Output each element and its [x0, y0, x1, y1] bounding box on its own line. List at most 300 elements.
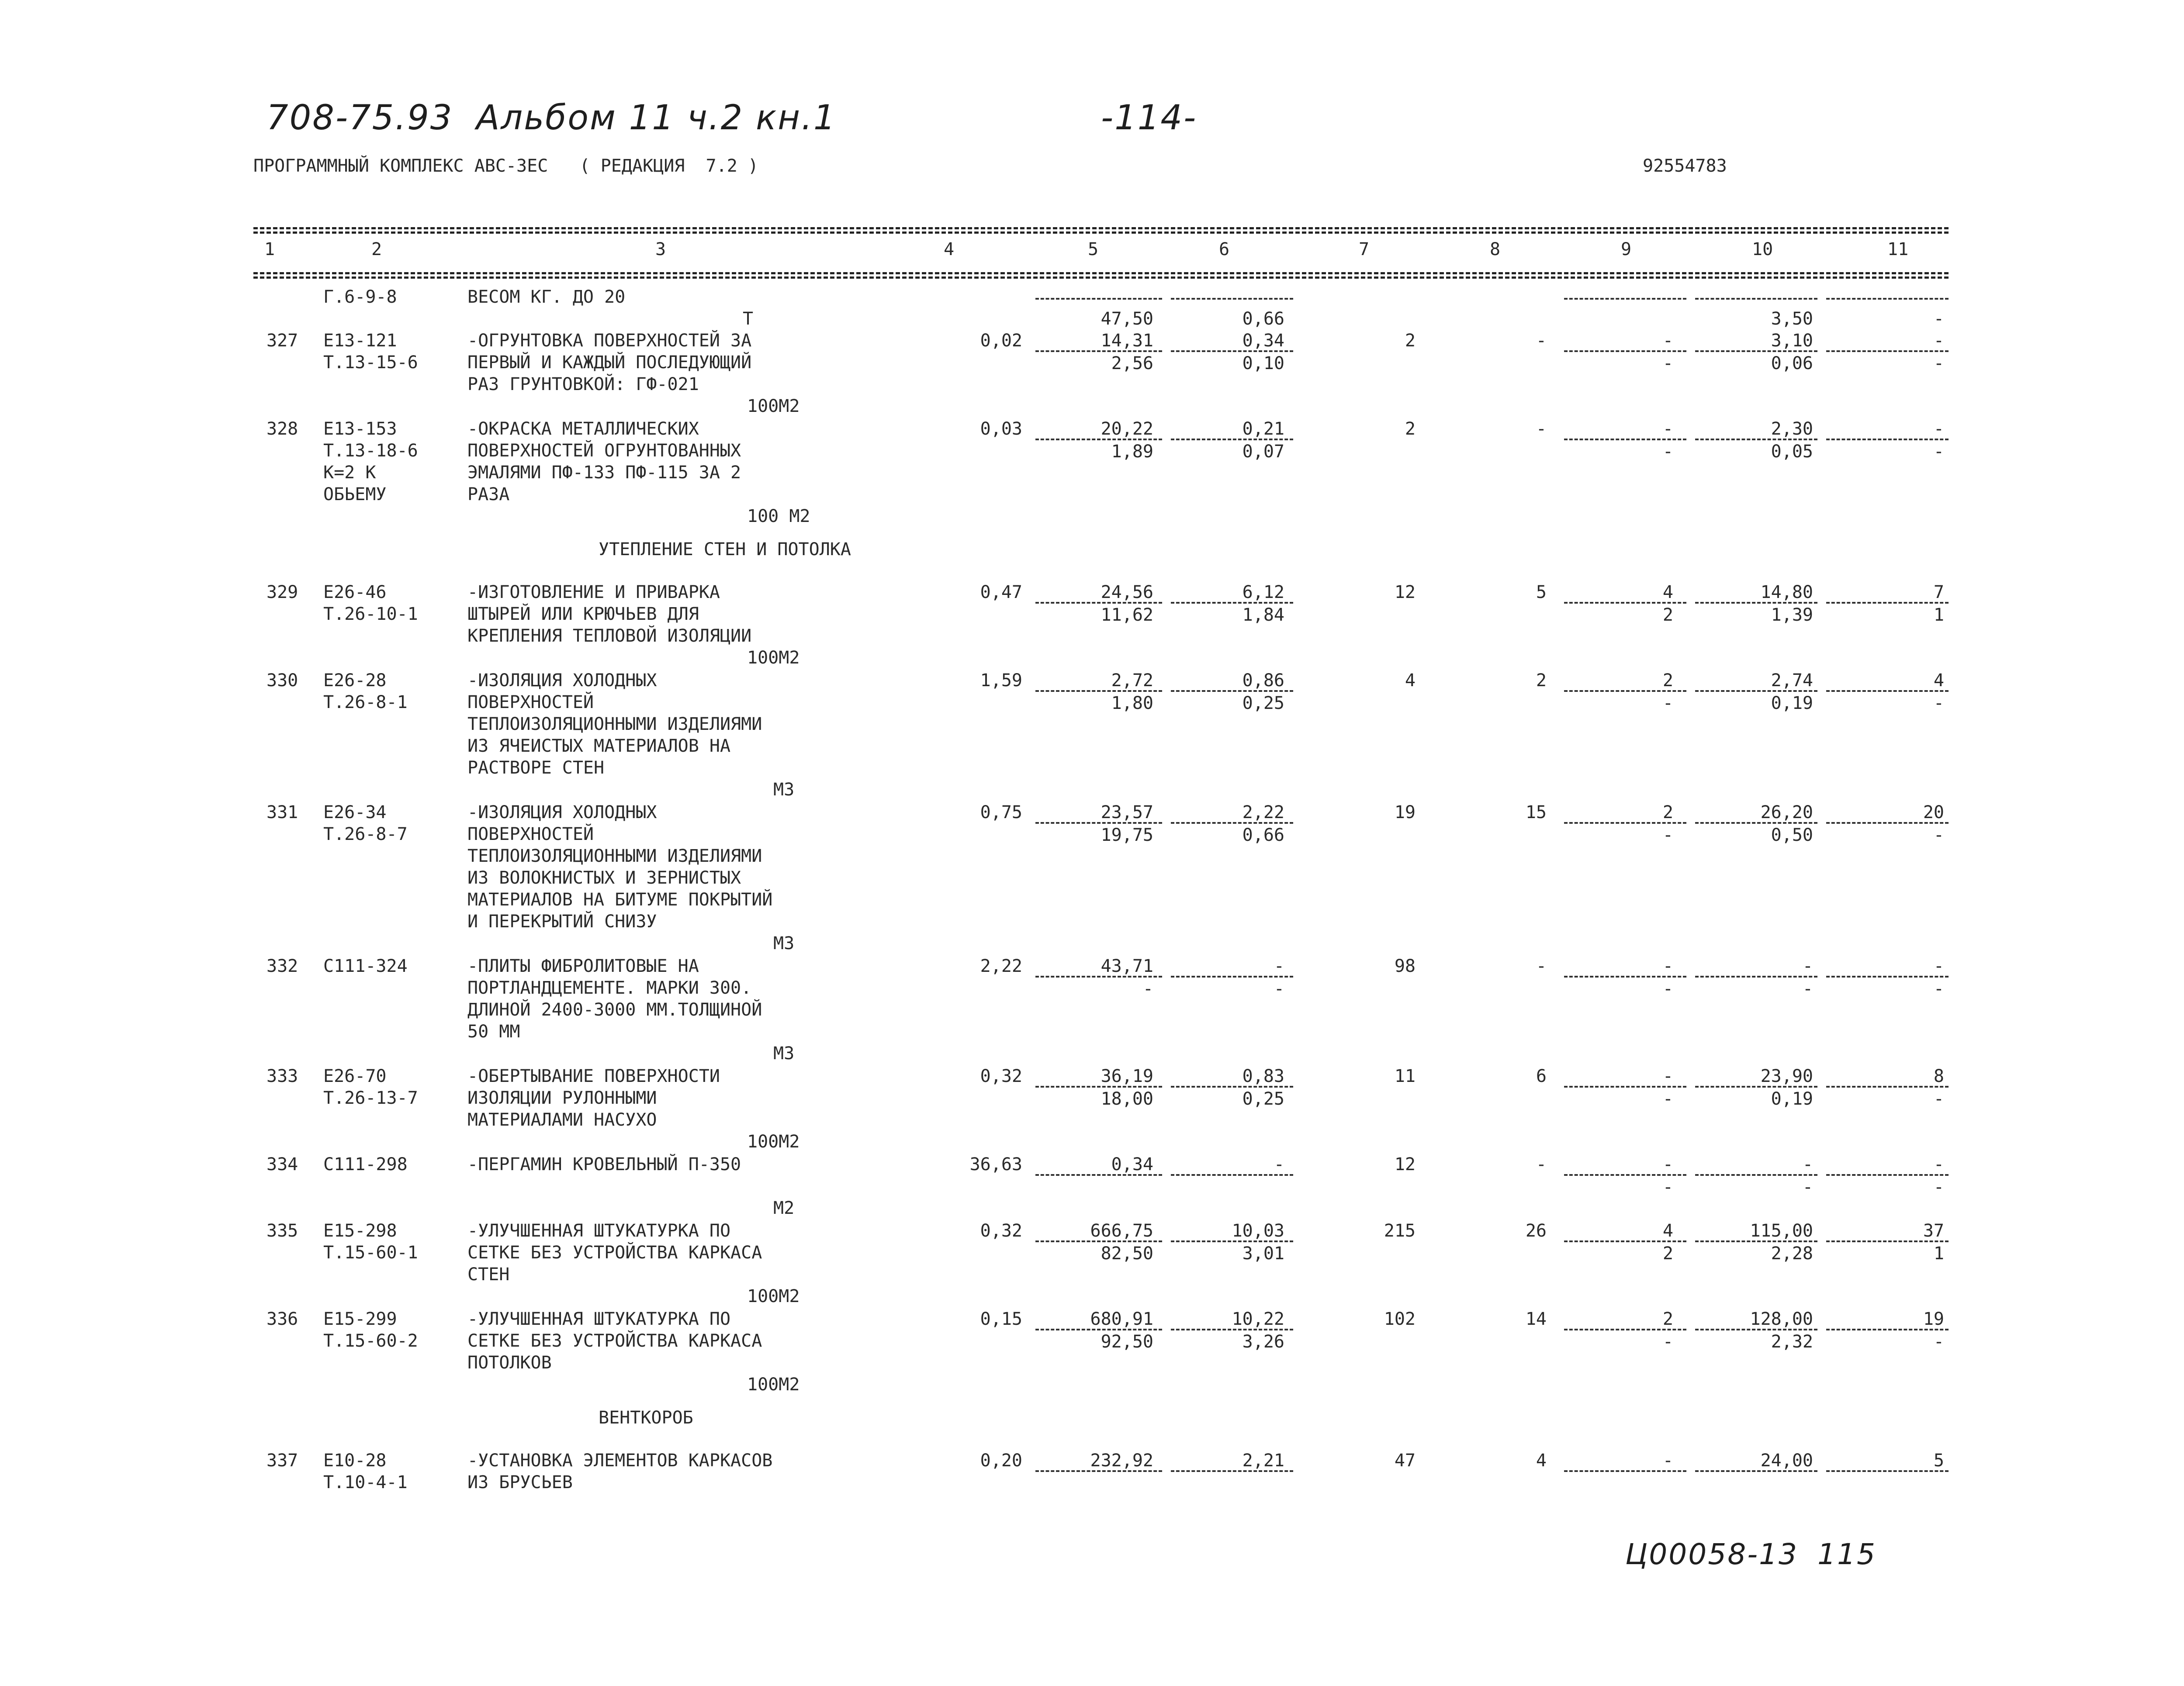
cell-col8: 2 — [1536, 670, 1547, 691]
cell-col11-sub: - — [1933, 1332, 1944, 1352]
cell-col9-sub: 2 — [1662, 605, 1673, 625]
subtotal-rule — [1035, 1240, 1162, 1242]
row-number: 332 — [267, 956, 298, 976]
row-unit: М2 — [773, 1198, 795, 1218]
row-number: 333 — [267, 1066, 298, 1086]
subtotal-rule — [1171, 822, 1293, 824]
cell-col9-sub: - — [1662, 1332, 1673, 1352]
row-description: ДЛИНОЙ 2400-3000 ММ.ТОЛЩИНОЙ — [467, 1000, 762, 1020]
cell-col10: 2,74 — [1771, 670, 1813, 691]
row-number: 330 — [267, 670, 298, 691]
subtotal-rule — [1695, 690, 1817, 692]
cell-col8: 14 — [1525, 1309, 1547, 1329]
row-description: -ПЕРГАМИН КРОВЕЛЬНЫЙ П-350 — [467, 1154, 741, 1175]
cell-col8: 5 — [1536, 582, 1547, 602]
cell-col10-sub: 1,39 — [1771, 605, 1813, 625]
cell-col6-sub: 3,26 — [1242, 1332, 1284, 1352]
cell-col6: 2,21 — [1242, 1451, 1284, 1471]
cell-col4: 0,32 — [980, 1066, 1022, 1086]
subtotal-rule — [1695, 439, 1817, 440]
row-description: -ОКРАСКА МЕТАЛЛИЧЕСКИХ — [467, 419, 699, 439]
cell-col11-sub: 1 — [1933, 1244, 1944, 1264]
section-heading-ventbox: ВЕНТКОРОБ — [599, 1408, 693, 1428]
cell-col5: 2,72 — [1111, 670, 1153, 691]
row-number: 335 — [267, 1221, 298, 1241]
cell-col9-sub: - — [1662, 693, 1673, 713]
subtotal-rule — [1695, 976, 1817, 978]
cell-col10-sub: - — [1802, 979, 1813, 999]
cell-col10: 2,30 — [1771, 419, 1813, 439]
subtotal-rule — [1035, 1470, 1162, 1472]
cell-col5: 14,31 — [1101, 331, 1153, 351]
subtotal-rule — [1826, 602, 1949, 604]
cell-col11-sub: - — [1933, 1177, 1944, 1197]
carry-over-unit: Т — [743, 309, 754, 329]
row-description: -ПЛИТЫ ФИБРОЛИТОВЫЕ НА — [467, 956, 699, 976]
cell-col9: 2 — [1662, 1309, 1673, 1329]
doc-number: 92554783 — [1643, 156, 1727, 176]
subtotal-rule — [1826, 976, 1949, 978]
row-unit: 100 М2 — [747, 506, 810, 526]
cell-col8: 26 — [1525, 1221, 1547, 1241]
cell-col5: 47,50 — [1101, 309, 1153, 329]
cell-col5: 43,71 — [1101, 956, 1153, 976]
row-description: РАСТВОРЕ СТЕН — [467, 758, 605, 778]
row-code: Т.13-18-6 — [323, 441, 418, 461]
row-description: ПОТОЛКОВ — [467, 1353, 552, 1373]
cell-col10-sub: 0,06 — [1771, 353, 1813, 373]
cell-col5-sub: 19,75 — [1101, 825, 1153, 845]
cell-col11: 4 — [1933, 670, 1944, 691]
cell-col8: - — [1536, 331, 1547, 351]
cell-col10-sub: 0,19 — [1771, 1089, 1813, 1109]
cell-col4: 2,22 — [980, 956, 1022, 976]
row-description: ТЕПЛОИЗОЛЯЦИОННЫМИ ИЗДЕЛИЯМИ — [467, 714, 762, 734]
column-header-9: 9 — [1621, 239, 1632, 259]
subtotal-rule — [1035, 1086, 1162, 1088]
cell-col5-sub: 18,00 — [1101, 1089, 1153, 1109]
column-header-11: 11 — [1887, 239, 1909, 259]
section-heading-insulation: УТЕПЛЕНИЕ СТЕН И ПОТОЛКА — [599, 539, 851, 560]
cell-col4: 0,02 — [980, 331, 1022, 351]
handwritten-album: Альбом 11 ч.2 кн.1 — [476, 98, 837, 138]
cell-col6: 0,86 — [1242, 670, 1284, 691]
cell-col7: 12 — [1394, 1154, 1416, 1175]
cell-col11: - — [1933, 1154, 1944, 1175]
row-code: Е13-153 — [323, 419, 397, 439]
cell-col9: 4 — [1662, 582, 1673, 602]
cell-col7: 4 — [1405, 670, 1416, 691]
row-unit: М3 — [773, 1043, 795, 1064]
row-description: КРЕПЛЕНИЯ ТЕПЛОВОЙ ИЗОЛЯЦИИ — [467, 626, 752, 646]
subtotal-rule — [1695, 350, 1817, 352]
cell-col5: 24,56 — [1101, 582, 1153, 602]
subtotal-rule — [1826, 1174, 1949, 1176]
row-description: СТЕН — [467, 1264, 510, 1285]
subtotal-rule — [1564, 690, 1686, 692]
cell-col6: 2,22 — [1242, 802, 1284, 822]
cell-col8: 15 — [1525, 802, 1547, 822]
cell-col11-sub: - — [1933, 825, 1944, 845]
row-description: ПОВЕРХНОСТЕЙ — [467, 824, 594, 844]
row-description: -ОБЕРТЫВАНИЕ ПОВЕРХНОСТИ — [467, 1066, 720, 1086]
subtotal-rule — [1695, 1174, 1817, 1176]
cell-col5-sub: 82,50 — [1101, 1244, 1153, 1264]
row-code: ОБЬЕМУ — [323, 484, 387, 504]
subtotal-rule — [1695, 1470, 1817, 1472]
cell-col6-sub: 0,07 — [1242, 442, 1284, 462]
cell-col5: 680,91 — [1090, 1309, 1153, 1329]
cell-col6-sub: 0,25 — [1242, 1089, 1284, 1109]
subtotal-rule — [1826, 350, 1949, 352]
row-description: -УЛУЧШЕННАЯ ШТУКАТУРКА ПО — [467, 1221, 731, 1241]
row-code: Е26-46 — [323, 582, 387, 602]
row-code: Е26-28 — [323, 670, 387, 691]
carry-over-description: ВЕСОМ КГ. ДО 20 — [467, 287, 626, 307]
cell-col6: 0,34 — [1242, 331, 1284, 351]
row-code: Т.26-10-1 — [323, 604, 418, 624]
row-description: 50 ММ — [467, 1022, 520, 1042]
cell-col11: 7 — [1933, 582, 1944, 602]
cell-col7: 2 — [1405, 331, 1416, 351]
cell-col9-sub: 2 — [1662, 1244, 1673, 1264]
cell-col10: 23,90 — [1760, 1066, 1813, 1086]
cell-col11: - — [1933, 419, 1944, 439]
cell-col6: - — [1274, 956, 1284, 976]
subtotal-rule — [1171, 1240, 1293, 1242]
row-description: И ПЕРЕКРЫТИЙ СНИЗУ — [467, 912, 657, 932]
cell-col10: 14,80 — [1760, 582, 1813, 602]
subtotal-rule — [1035, 298, 1162, 300]
row-description: ПОВЕРХНОСТЕЙ — [467, 692, 594, 712]
cell-col9: - — [1662, 331, 1673, 351]
cell-col4: 1,59 — [980, 670, 1022, 691]
cell-col11: - — [1933, 956, 1944, 976]
row-number: 336 — [267, 1309, 298, 1329]
row-description: ИЗОЛЯЦИИ РУЛОННЫМИ — [467, 1088, 657, 1108]
cell-col11: 8 — [1933, 1066, 1944, 1086]
subtotal-rule — [1826, 1086, 1949, 1088]
row-description: -ИЗГОТОВЛЕНИЕ И ПРИВАРКА — [467, 582, 720, 602]
cell-col5-sub: - — [1142, 979, 1153, 999]
cell-col4: 0,20 — [980, 1451, 1022, 1471]
cell-col6: 0,83 — [1242, 1066, 1284, 1086]
subtotal-rule — [1171, 350, 1293, 352]
row-unit: 100М2 — [747, 1132, 800, 1152]
row-description: -ИЗОЛЯЦИЯ ХОЛОДНЫХ — [467, 802, 657, 822]
cell-col11-sub: - — [1933, 693, 1944, 713]
cell-col9-sub: - — [1662, 825, 1673, 845]
row-description: ИЗ БРУСЬЕВ — [467, 1472, 573, 1493]
cell-col4: 0,15 — [980, 1309, 1022, 1329]
column-header-3: 3 — [655, 239, 666, 259]
cell-col8: 4 — [1536, 1451, 1547, 1471]
row-description: ПОРТЛАНДЦЕМЕНТЕ. МАРКИ 300. — [467, 978, 752, 998]
subtotal-rule — [1695, 1086, 1817, 1088]
subtotal-rule — [1171, 1470, 1293, 1472]
subtotal-rule — [1564, 602, 1686, 604]
row-code: Е26-70 — [323, 1066, 387, 1086]
subtotal-rule — [1171, 1086, 1293, 1088]
cell-col6: 0,66 — [1242, 309, 1284, 329]
subtotal-rule — [1564, 1470, 1686, 1472]
cell-col6: - — [1274, 1154, 1284, 1175]
cell-col5-sub: 1,80 — [1111, 693, 1153, 713]
cell-col10-sub: 2,28 — [1771, 1244, 1813, 1264]
cell-col6-sub: 0,66 — [1242, 825, 1284, 845]
row-description: ТЕПЛОИЗОЛЯЦИОННЫМИ ИЗДЕЛИЯМИ — [467, 846, 762, 866]
subtotal-rule — [1035, 602, 1162, 604]
row-unit: 100М2 — [747, 1375, 800, 1395]
cell-col9-sub: - — [1662, 442, 1673, 462]
cell-col7: 47 — [1394, 1451, 1416, 1471]
row-number: 328 — [267, 419, 298, 439]
cell-col8: - — [1536, 956, 1547, 976]
cell-col8: - — [1536, 419, 1547, 439]
cell-col11-sub: - — [1933, 1089, 1944, 1109]
cell-col6-sub: 0,10 — [1242, 353, 1284, 373]
cell-col7: 19 — [1394, 802, 1416, 822]
cell-col6-sub: 0,25 — [1242, 693, 1284, 713]
row-code: Т.10-4-1 — [323, 1472, 408, 1493]
cell-col10: - — [1802, 1154, 1813, 1175]
subtotal-rule — [1171, 439, 1293, 440]
subtotal-rule — [1035, 1174, 1162, 1176]
row-description: ИЗ ВОЛОКНИСТЫХ И ЗЕРНИСТЫХ — [467, 868, 741, 888]
column-header-8: 8 — [1490, 239, 1501, 259]
row-description: -УСТАНОВКА ЭЛЕМЕНТОВ КАРКАСОВ — [467, 1451, 773, 1471]
cell-col9: - — [1662, 1066, 1673, 1086]
cell-col6-sub: 1,84 — [1242, 605, 1284, 625]
column-header-10: 10 — [1752, 239, 1773, 259]
cell-col11-sub: - — [1933, 979, 1944, 999]
row-number: 337 — [267, 1451, 298, 1471]
row-description: ЭМАЛЯМИ ПФ-133 ПФ-115 ЗА 2 — [467, 463, 741, 483]
column-header-6: 6 — [1219, 239, 1230, 259]
subtotal-rule — [1564, 350, 1686, 352]
row-number: 329 — [267, 582, 298, 602]
cell-col11: - — [1933, 331, 1944, 351]
subtotal-rule — [1826, 690, 1949, 692]
subtotal-rule — [1035, 976, 1162, 978]
cell-col10: 26,20 — [1760, 802, 1813, 822]
row-code: С111-298 — [323, 1154, 408, 1175]
cell-col5: 23,57 — [1101, 802, 1153, 822]
column-header-5: 5 — [1088, 239, 1099, 259]
program-line: ПРОГРАММНЫЙ КОМПЛЕКС АВС-3ЕС ( РЕДАКЦИЯ 7.2 ) — [253, 156, 758, 176]
row-number: 327 — [267, 331, 298, 351]
row-description: МАТЕРИАЛОВ НА БИТУМЕ ПОКРЫТИЙ — [467, 890, 773, 910]
cell-col10-sub: 0,05 — [1771, 442, 1813, 462]
cell-col6: 0,21 — [1242, 419, 1284, 439]
cell-col9: - — [1662, 1451, 1673, 1471]
cell-col5: 666,75 — [1090, 1221, 1153, 1241]
row-description: ПОВЕРХНОСТЕЙ ОГРУНТОВАННЫХ — [467, 441, 741, 461]
cell-col11: 19 — [1923, 1309, 1944, 1329]
subtotal-rule — [1171, 602, 1293, 604]
cell-col11: 20 — [1923, 802, 1944, 822]
cell-col9: - — [1662, 956, 1673, 976]
row-description: -УЛУЧШЕННАЯ ШТУКАТУРКА ПО — [467, 1309, 731, 1329]
cell-col10: 115,00 — [1750, 1221, 1813, 1241]
cell-col6: 6,12 — [1242, 582, 1284, 602]
subtotal-rule — [1564, 439, 1686, 440]
cell-col9-sub: - — [1662, 353, 1673, 373]
cell-col4: 0,47 — [980, 582, 1022, 602]
cell-col7: 98 — [1394, 956, 1416, 976]
subtotal-rule — [1171, 976, 1293, 978]
cell-col7: 11 — [1394, 1066, 1416, 1086]
row-number: 334 — [267, 1154, 298, 1175]
cell-col9: 2 — [1662, 802, 1673, 822]
column-header-4: 4 — [944, 239, 955, 259]
column-header-7: 7 — [1359, 239, 1370, 259]
row-unit: М3 — [773, 933, 795, 954]
row-code: Е10-28 — [323, 1451, 387, 1471]
cell-col10-sub: - — [1802, 1177, 1813, 1197]
cell-col9: - — [1662, 419, 1673, 439]
handwritten-page-number: -114- — [1101, 98, 1198, 138]
cell-col6: 10,22 — [1232, 1309, 1284, 1329]
subtotal-rule — [1826, 1240, 1949, 1242]
row-code: Т.26-13-7 — [323, 1088, 418, 1108]
subtotal-rule — [1035, 1329, 1162, 1330]
cell-col11-sub: - — [1933, 442, 1944, 462]
subtotal-rule — [1826, 1329, 1949, 1330]
subtotal-rule — [1171, 1329, 1293, 1330]
subtotal-rule — [1695, 1240, 1817, 1242]
subtotal-rule — [1564, 298, 1686, 300]
row-code: К=2 К — [323, 463, 376, 483]
cell-col6-sub: - — [1274, 979, 1284, 999]
row-code: Е15-299 — [323, 1309, 397, 1329]
subtotal-rule — [1826, 439, 1949, 440]
row-description: МАТЕРИАЛАМИ НАСУХО — [467, 1110, 657, 1130]
cell-col11-sub: - — [1933, 353, 1944, 373]
header-rule-top — [253, 227, 1949, 229]
subtotal-rule — [1035, 690, 1162, 692]
cell-col5-sub: 92,50 — [1101, 1332, 1153, 1352]
cell-col5-sub: 1,89 — [1111, 442, 1153, 462]
cell-col9: 4 — [1662, 1221, 1673, 1241]
subtotal-rule — [1035, 822, 1162, 824]
row-description: РАЗ ГРУНТОВКОЙ: ГФ-021 — [467, 374, 699, 394]
subtotal-rule — [1564, 1329, 1686, 1330]
subtotal-rule — [1695, 822, 1817, 824]
cell-col6-sub: 3,01 — [1242, 1244, 1284, 1264]
cell-col5-sub: 11,62 — [1101, 605, 1153, 625]
subtotal-rule — [1695, 298, 1817, 300]
row-unit: М3 — [773, 780, 795, 800]
cell-col11: 37 — [1923, 1221, 1944, 1241]
cell-col10-sub: 2,32 — [1771, 1332, 1813, 1352]
header-rule-top-2 — [253, 231, 1949, 234]
cell-col5: 232,92 — [1090, 1451, 1153, 1471]
cell-col10: 3,50 — [1771, 309, 1813, 329]
cell-col10-sub: 0,50 — [1771, 825, 1813, 845]
cell-col9: - — [1662, 1154, 1673, 1175]
subtotal-rule — [1695, 602, 1817, 604]
row-unit: 100М2 — [747, 648, 800, 668]
row-number: 331 — [267, 802, 298, 822]
column-header-2: 2 — [371, 239, 382, 259]
subtotal-rule — [1171, 690, 1293, 692]
subtotal-rule — [1826, 1470, 1949, 1472]
row-code: Т.15-60-2 — [323, 1331, 418, 1351]
cell-col10-sub: 0,19 — [1771, 693, 1813, 713]
subtotal-rule — [1826, 298, 1949, 300]
subtotal-rule — [1695, 1329, 1817, 1330]
subtotal-rule — [1564, 1086, 1686, 1088]
column-header-1: 1 — [264, 239, 275, 259]
subtotal-rule — [1826, 822, 1949, 824]
cell-col10: - — [1802, 956, 1813, 976]
cell-col7: 215 — [1384, 1221, 1416, 1241]
row-code: Т.26-8-7 — [323, 824, 408, 844]
cell-col6: 10,03 — [1232, 1221, 1284, 1241]
cell-col11-sub: 1 — [1933, 605, 1944, 625]
cell-col8: 6 — [1536, 1066, 1547, 1086]
row-code: Е26-34 — [323, 802, 387, 822]
subtotal-rule — [1171, 298, 1293, 300]
subtotal-rule — [1564, 1240, 1686, 1242]
cell-col7: 102 — [1384, 1309, 1416, 1329]
subtotal-rule — [1035, 439, 1162, 440]
cell-col10: 128,00 — [1750, 1309, 1813, 1329]
row-code: С111-324 — [323, 956, 408, 976]
row-description: ИЗ ЯЧЕИСТЫХ МАТЕРИАЛОВ НА — [467, 736, 731, 756]
cell-col9-sub: - — [1662, 979, 1673, 999]
row-code: Т.13-15-6 — [323, 352, 418, 373]
subtotal-rule — [1171, 1174, 1293, 1176]
cell-col5: 36,19 — [1101, 1066, 1153, 1086]
subtotal-rule — [1564, 976, 1686, 978]
cell-col11: - — [1933, 309, 1944, 329]
subtotal-rule — [1035, 350, 1162, 352]
cell-col4: 0,32 — [980, 1221, 1022, 1241]
handwritten-reference: Ц00058-13 — [1625, 1537, 1798, 1571]
cell-col4: 36,63 — [969, 1154, 1022, 1175]
cell-col11: 5 — [1933, 1451, 1944, 1471]
cell-col5: 0,34 — [1111, 1154, 1153, 1175]
handwritten-doc-code: 708-75.93 — [267, 98, 453, 138]
row-code: Т.15-60-1 — [323, 1243, 418, 1263]
cell-col10: 24,00 — [1760, 1451, 1813, 1471]
row-description: СЕТКЕ БЕЗ УСТРОЙСТВА КАРКАСА — [467, 1243, 762, 1263]
row-description: СЕТКЕ БЕЗ УСТРОЙСТВА КАРКАСА — [467, 1331, 762, 1351]
row-description: ПЕРВЫЙ И КАЖДЫЙ ПОСЛЕДУЮЩИЙ — [467, 352, 752, 373]
cell-col5-sub: 2,56 — [1111, 353, 1153, 373]
row-unit: 100М2 — [747, 396, 800, 416]
cell-col4: 0,03 — [980, 419, 1022, 439]
row-description: -ОГРУНТОВКА ПОВЕРХНОСТЕЙ ЗА — [467, 331, 752, 351]
cell-col4: 0,75 — [980, 802, 1022, 822]
header-rule-bottom-2 — [253, 276, 1949, 279]
row-unit: 100М2 — [747, 1286, 800, 1306]
row-code: Е13-121 — [323, 331, 397, 351]
cell-col5: 20,22 — [1101, 419, 1153, 439]
row-description: ШТЫРЕЙ ИЛИ КРЮЧЬЕВ ДЛЯ — [467, 604, 699, 624]
cell-col9: 2 — [1662, 670, 1673, 691]
header-rule-bottom — [253, 272, 1949, 274]
cell-col9-sub: - — [1662, 1089, 1673, 1109]
row-code: Е15-298 — [323, 1221, 397, 1241]
cell-col7: 12 — [1394, 582, 1416, 602]
row-description: РАЗА — [467, 484, 510, 504]
cell-col9-sub: - — [1662, 1177, 1673, 1197]
subtotal-rule — [1564, 822, 1686, 824]
handwritten-sheet-number: 115 — [1817, 1537, 1876, 1571]
